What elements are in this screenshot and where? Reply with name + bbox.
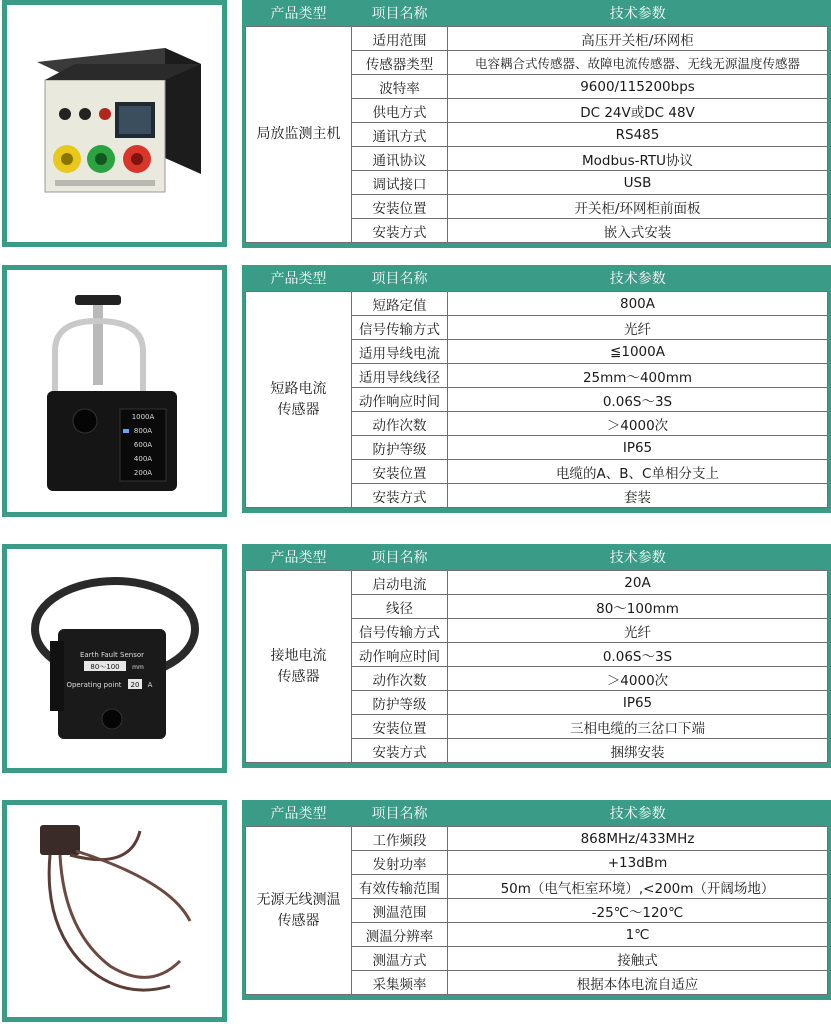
spec-table-short-circuit-sensor (242, 265, 831, 513)
item-name-cell: 采集频率 (352, 971, 448, 995)
sensor-label-operating: Operating point (65, 680, 122, 689)
item-name-cell: 安装位置 (352, 460, 448, 484)
product-type-line: 短路电流 (270, 380, 327, 397)
tech-param-cell: DC 24V或DC 48V (448, 99, 828, 123)
tech-param-cell: 电缆的A、B、C单相分支上 (448, 460, 828, 484)
tech-param-cell: USB (448, 171, 828, 195)
header-item-name: 项目名称 (352, 800, 448, 827)
tech-param-cell: 1℃ (448, 923, 828, 947)
monitor-host-image (15, 24, 215, 224)
tech-param-cell: 20A (448, 571, 828, 595)
product-photo-ground-current-sensor (2, 544, 227, 773)
spec-table-monitor-host (242, 0, 831, 248)
spec-table-ground-current-sensor (242, 544, 831, 768)
header-item-name: 项目名称 (352, 265, 448, 292)
item-name-cell: 有效传输范围 (352, 875, 448, 899)
product-type-line: 传感器 (277, 668, 320, 685)
tech-param-cell: 868MHz/433MHz (448, 827, 828, 851)
product-type-line: 无源无线测温 (256, 891, 341, 908)
product-photo-monitor-host (2, 0, 227, 247)
product-type-cell (246, 827, 352, 995)
tech-param-cell: Modbus-RTU协议 (448, 147, 828, 171)
item-name-cell: 线径 (352, 595, 448, 619)
tech-param-cell: 光纤 (448, 316, 828, 340)
header-item-name: 项目名称 (352, 0, 448, 27)
tech-param-cell: 800A (448, 292, 828, 316)
product-type-line: 传感器 (277, 401, 320, 418)
item-name-cell: 防护等级 (352, 436, 448, 460)
item-name-cell: 通讯协议 (352, 147, 448, 171)
item-name-cell: 测温范围 (352, 899, 448, 923)
table-row (246, 27, 828, 51)
tech-param-cell: 25mm～400mm (448, 364, 828, 388)
item-name-cell: 传感器类型 (352, 51, 448, 75)
sensor-label-unit: mm (131, 663, 144, 671)
header-tech-params: 技术参数 (448, 0, 828, 27)
tech-param-cell: IP65 (448, 691, 828, 715)
table-header (246, 544, 828, 571)
tech-param-cell: 0.06S～3S (448, 643, 828, 667)
header-tech-params: 技术参数 (448, 800, 828, 827)
tech-param-cell: 光纤 (448, 619, 828, 643)
sensor-label-range: 80～100 (89, 662, 120, 671)
header-tech-params: 技术参数 (448, 265, 828, 292)
item-name-cell: 信号传输方式 (352, 619, 448, 643)
tech-param-cell: 50m（电气柜室环境）,<200m（开阔场地） (448, 875, 828, 899)
product-type-cell (246, 292, 352, 508)
wireless-temp-sensor-image (20, 811, 210, 1011)
tech-param-cell: -25℃～120℃ (448, 899, 828, 923)
item-name-cell: 安装方式 (352, 219, 448, 243)
item-name-cell: 工作频段 (352, 827, 448, 851)
table-header (246, 265, 828, 292)
tech-param-cell: 捆绑安装 (448, 739, 828, 763)
tech-param-cell: 开关柜/环网柜前面板 (448, 195, 828, 219)
product-type-cell (246, 571, 352, 763)
item-name-cell: 供电方式 (352, 99, 448, 123)
item-name-cell: 适用导线线径 (352, 364, 448, 388)
product-photo-short-circuit-sensor (2, 265, 227, 517)
header-product-type: 产品类型 (246, 800, 352, 827)
product-type-cell: 局放监测主机 (246, 27, 352, 243)
header-product-type: 产品类型 (246, 0, 352, 27)
tech-param-cell: ＞4000次 (448, 667, 828, 691)
item-name-cell: 动作次数 (352, 412, 448, 436)
item-name-cell: 通讯方式 (352, 123, 448, 147)
setting-label-400a: 400A (133, 455, 152, 463)
setting-label-200a: 200A (133, 469, 152, 477)
item-name-cell: 安装位置 (352, 195, 448, 219)
sensor-label-operating-value: 20 (130, 680, 139, 689)
product-photo-wireless-temp-sensor (2, 800, 227, 1022)
table-header (246, 800, 828, 827)
sensor-label-operating-unit: A (147, 680, 152, 689)
header-item-name: 项目名称 (352, 544, 448, 571)
item-name-cell: 防护等级 (352, 691, 448, 715)
item-name-cell: 适用范围 (352, 27, 448, 51)
tech-param-cell: +13dBm (448, 851, 828, 875)
sensor-label-title: Earth Fault Sensor (79, 650, 144, 659)
spec-table-wireless-temp-sensor (242, 800, 831, 1000)
table-row (246, 292, 828, 316)
tech-param-cell: 套装 (448, 484, 828, 508)
item-name-cell: 信号传输方式 (352, 316, 448, 340)
tech-param-cell: IP65 (448, 436, 828, 460)
setting-label-800a: 800A (133, 427, 152, 435)
tech-param-cell: 9600/115200bps (448, 75, 828, 99)
ground-current-sensor-image (20, 559, 210, 759)
tech-param-cell: ≦1000A (448, 340, 828, 364)
table-header (246, 0, 828, 27)
header-tech-params: 技术参数 (448, 544, 828, 571)
tech-param-cell: 电容耦合式传感器、故障电流传感器、无线无源温度传感器 (448, 51, 828, 75)
tech-param-cell: 嵌入式安装 (448, 219, 828, 243)
table-row (246, 827, 828, 851)
tech-param-cell: 接触式 (448, 947, 828, 971)
item-name-cell: 启动电流 (352, 571, 448, 595)
item-name-cell: 适用导线电流 (352, 340, 448, 364)
header-product-type: 产品类型 (246, 265, 352, 292)
tech-param-cell: 0.06S～3S (448, 388, 828, 412)
tech-param-cell: 高压开关柜/环网柜 (448, 27, 828, 51)
item-name-cell: 调试接口 (352, 171, 448, 195)
product-type-line: 传感器 (277, 912, 320, 929)
header-product-type: 产品类型 (246, 544, 352, 571)
tech-param-cell: 根据本体电流自适应 (448, 971, 828, 995)
setting-label-600a: 600A (133, 441, 152, 449)
tech-param-cell: 三相电缆的三岔口下端 (448, 715, 828, 739)
item-name-cell: 波特率 (352, 75, 448, 99)
tech-param-cell: 80～100mm (448, 595, 828, 619)
item-name-cell: 动作响应时间 (352, 643, 448, 667)
item-name-cell: 测温方式 (352, 947, 448, 971)
item-name-cell: 安装方式 (352, 484, 448, 508)
item-name-cell: 短路定值 (352, 292, 448, 316)
item-name-cell: 安装方式 (352, 739, 448, 763)
item-name-cell: 动作响应时间 (352, 388, 448, 412)
setting-label-1000a: 1000A (131, 413, 154, 421)
item-name-cell: 安装位置 (352, 715, 448, 739)
tech-param-cell: ＞4000次 (448, 412, 828, 436)
item-name-cell: 发射功率 (352, 851, 448, 875)
item-name-cell: 动作次数 (352, 667, 448, 691)
table-row (246, 571, 828, 595)
tech-param-cell: RS485 (448, 123, 828, 147)
item-name-cell: 测温分辨率 (352, 923, 448, 947)
product-type-line: 接地电流 (270, 647, 327, 664)
short-circuit-sensor-image (25, 281, 205, 501)
